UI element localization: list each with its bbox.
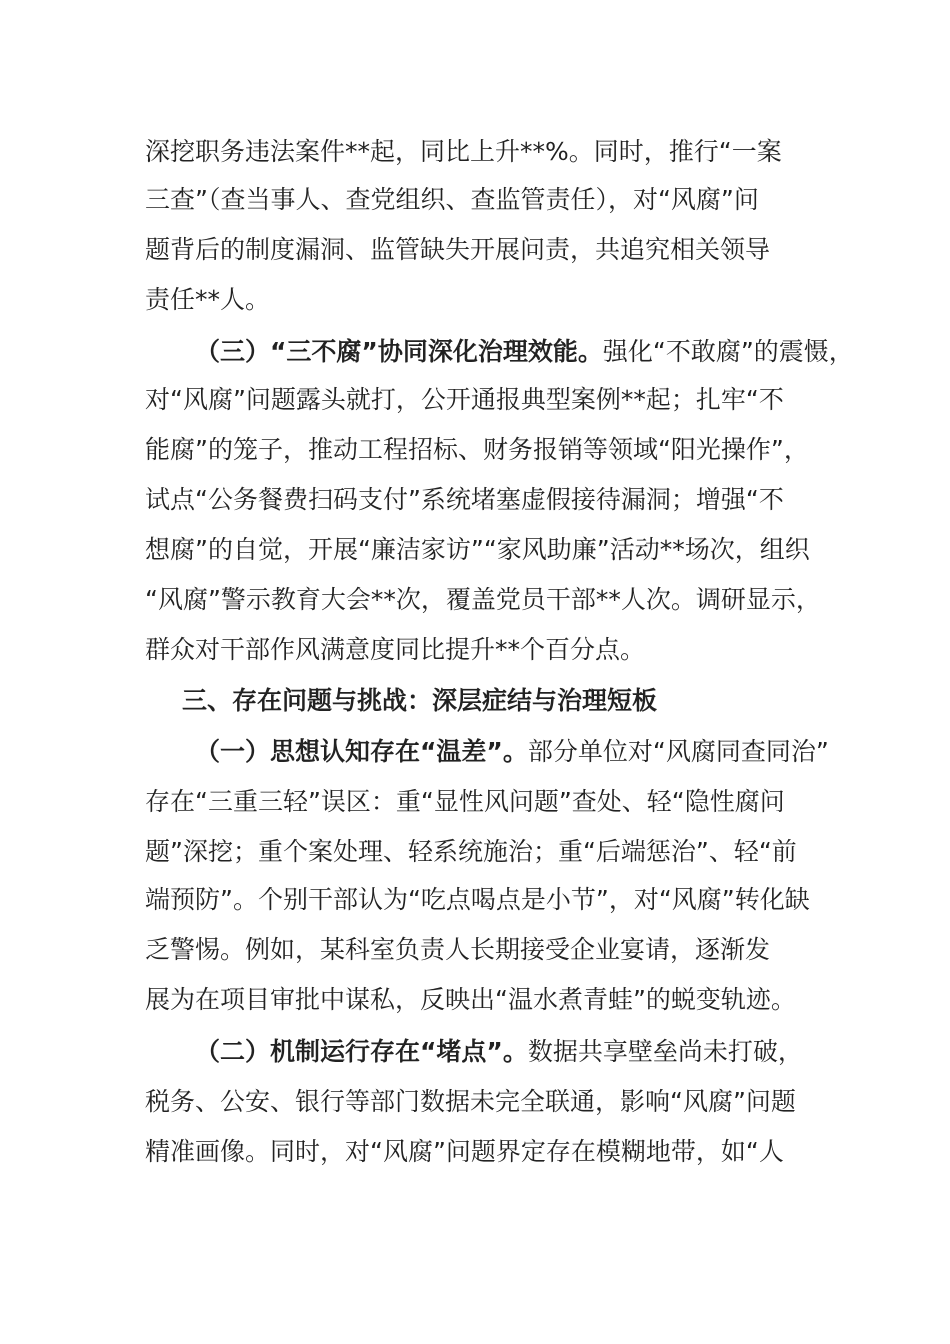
text-line: “风腐”警示教育大会**次，覆盖党员干部**人次。调研显示， [145, 585, 821, 614]
paragraph-first-line [195, 1037, 803, 1067]
paragraph-text: 部分单位对“风腐同查同治” [527, 737, 829, 766]
section-heading: 三、存在问题与挑战：深层症结与治理短板 [182, 686, 658, 715]
text-line: 税务、公安、银行等部门数据未完全联通，影响“风腐”问题 [145, 1087, 796, 1116]
text-line: 存在“三重三轻”误区：重“显性风问题”查处、轻“隐性腐问 [145, 787, 785, 816]
text-line: 责任**人。 [145, 285, 271, 314]
paragraph-first-line [195, 737, 829, 767]
paragraph-text: 数据共享壁垒尚未打破， [527, 1037, 803, 1066]
text-line: 端预防”。个别干部认为“吃点喝点是小节”，对“风腐”转化缺 [145, 885, 810, 914]
paragraph-text: 强化“不敢腐”的震慑， [602, 337, 854, 366]
paragraph-first-line [195, 337, 854, 367]
text-line: 题背后的制度漏洞、监管缺失开展问责，共追究相关领导 [145, 235, 771, 264]
subsection-heading: （一）思想认知存在“温差”。 [195, 737, 528, 766]
text-line: 题”深挖；重个案处理、轻系统施治；重“后端惩治”、轻“前 [145, 837, 797, 866]
subsection-heading: （二）机制运行存在“堵点”。 [195, 1037, 528, 1066]
text-line: 对“风腐”问题露头就打，公开通报典型案例**起；扎牢“不 [145, 385, 784, 414]
text-line: 三查”（查当事人、查党组织、查监管责任），对“风腐”问 [145, 185, 759, 214]
text-line: 群众对干部作风满意度同比提升**个百分点。 [145, 635, 646, 664]
text-line: 能腐”的笼子，推动工程招标、财务报销等领域“阳光操作”， [145, 435, 809, 464]
text-line: 乏警惕。例如，某科室负责人长期接受企业宴请，逐渐发 [145, 935, 771, 964]
subsection-heading: （三）“三不腐”协同深化治理效能。 [195, 337, 603, 366]
text-line: 展为在项目审批中谋私，反映出“温水煮青蛙”的蜕变轨迹。 [145, 985, 796, 1014]
text-line: 想腐”的自觉，开展“廉洁家访”“家风助廉”活动**场次，组织 [145, 535, 810, 564]
text-line: 试点“公务餐费扫码支付”系统堵塞虚假接待漏洞；增强“不 [145, 485, 784, 514]
text-line: 深挖职务违法案件**起，同比上升**%。同时，推行“一案 [145, 137, 782, 166]
text-line: 精准画像。同时，对“风腐”问题界定存在模糊地带，如“人 [145, 1137, 784, 1166]
